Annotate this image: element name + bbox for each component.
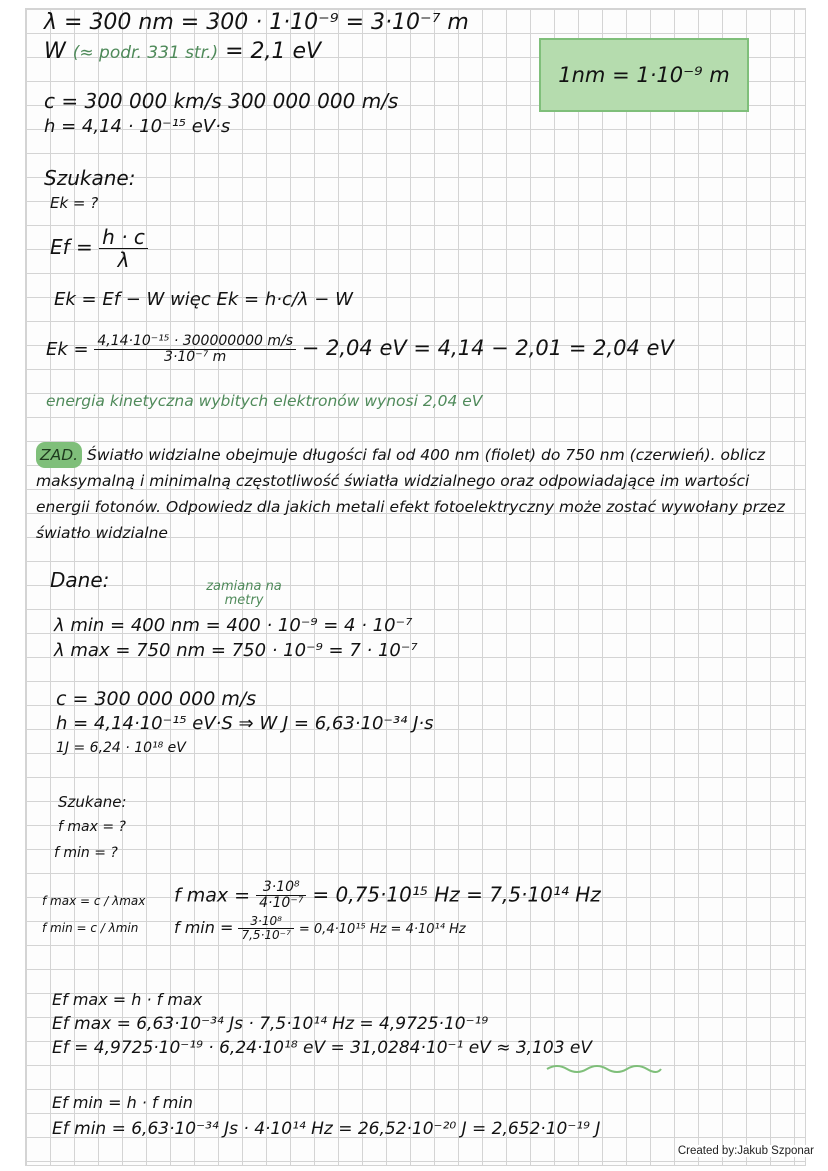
fmin-calculation <box>174 915 466 942</box>
joule-ev-line: 1J = 6,24 · 10¹⁸ eV <box>56 740 186 756</box>
fmax-result: = 0,75·10¹⁵ Hz = 7,5·10¹⁴ Hz <box>312 882 601 907</box>
ek-denominator: 3·10⁻⁷ m <box>164 349 227 366</box>
dane-heading: Dane: <box>50 568 110 592</box>
ek-calculation <box>46 334 674 366</box>
ef-lhs: Ef = <box>50 235 93 259</box>
ef-denominator: λ <box>117 248 130 272</box>
ek-numerator: 4,14·10⁻¹⁵ · 300000000 m/s <box>94 334 296 350</box>
ef-min-formula: Ef min = h · f min <box>52 1093 193 1112</box>
ek-result: − 2,04 eV = 4,14 − 2,01 = 2,04 eV <box>301 335 674 360</box>
fmax-unknown: f max = ? <box>58 819 126 835</box>
author-credit: Created by:Jakub Szponar <box>677 1145 814 1157</box>
fmax-calculation <box>174 880 601 912</box>
fmin-fraction <box>238 915 293 942</box>
fmin-definition: f min = c / λmin <box>42 921 139 935</box>
ek-relation: Ek = Ef − W więc Ek = h·c/λ − W <box>54 289 353 310</box>
work-function-symbol: W <box>44 39 66 64</box>
dane-h-line: h = 4,14·10⁻¹⁵ eV·S ⇒ W J = 6,63·10⁻³⁴ J·s <box>56 713 434 734</box>
fmax-lhs: f max = <box>174 884 251 907</box>
task-statement <box>36 442 796 546</box>
fmin-lhs: f min = <box>174 918 234 938</box>
conversion-note: zamiana na metry <box>206 579 282 608</box>
fmax-numerator: 3·10⁸ <box>256 880 306 896</box>
szukane-heading-1: Szukane: <box>44 166 136 190</box>
lambda-line: λ = 300 nm = 300 · 1·10⁻⁹ = 3·10⁻⁷ m <box>44 10 469 35</box>
ek-fraction <box>94 334 296 366</box>
ef-numerator: h · c <box>99 226 148 249</box>
ef-max-calculation: Ef max = 6,63·10⁻³⁴ Js · 7,5·10¹⁴ Hz = 4,9725·10⁻¹⁹ <box>52 1014 489 1034</box>
fmin-result: = 0,4·10¹⁵ Hz = 4·10¹⁴ Hz <box>298 922 466 938</box>
work-function-note: (≈ podr. 331 str.) <box>72 43 219 63</box>
ef-max-formula: Ef max = h · f max <box>52 990 203 1009</box>
fmax-definition: f max = c / λmax <box>42 894 146 908</box>
fmax-denominator: 4·10⁻⁷ <box>259 895 304 912</box>
nm-conversion-box: 1nm = 1·10⁻⁹ m <box>539 38 749 112</box>
work-function-line <box>44 41 321 63</box>
szukane-heading-2: Szukane: <box>58 793 127 811</box>
dane-c-line: c = 300 000 000 m/s <box>56 688 257 710</box>
ef-fraction <box>99 226 148 271</box>
ef-min-calculation: Ef min = 6,63·10⁻³⁴ Js · 4·10¹⁴ Hz = 26,52·10⁻²⁰ J = 2,652·10⁻¹⁹ J <box>52 1119 601 1139</box>
planck-constant-line: h = 4,14 · 10⁻¹⁵ eV·s <box>44 116 231 137</box>
fmax-fraction <box>256 880 306 912</box>
fmin-numerator: 3·10⁸ <box>238 915 293 929</box>
kinetic-energy-answer: energia kinetyczna wybitych elektronów wynosi 2,04 eV <box>46 392 483 410</box>
speed-of-light-line: c = 300 000 km/s 300 000 000 m/s <box>44 89 399 113</box>
fmin-unknown: f min = ? <box>54 845 118 861</box>
zad-badge: ZAD. <box>36 442 82 468</box>
ef-ev-calculation: Ef = 4,9725·10⁻¹⁹ · 6,24·10¹⁸ eV = 31,0284·10⁻¹ eV ≈ 3,103 eV <box>52 1038 592 1058</box>
lambda-max-line: λ max = 750 nm = 750 · 10⁻⁹ = 7 · 10⁻⁷ <box>54 640 418 661</box>
task-text: Światło widzialne obejmuje długości fal od 400 nm (fiolet) do 750 nm (czerwień). oblicz maksymalną i minimalną częstotliwość światła widzialnego oraz odpowiadające im wartości energii fotonów. Odpowiedz dla jakich metali efekt fotoelektryczny może zostać wywołany przez światło widzialne <box>36 446 785 542</box>
fmin-denominator: 7,5·10⁻⁷ <box>241 928 291 943</box>
underline-squiggle <box>545 1063 663 1075</box>
work-function-value: = 2,1 eV <box>225 39 322 64</box>
lambda-min-line: λ min = 400 nm = 400 · 10⁻⁹ = 4 · 10⁻⁷ <box>54 615 413 636</box>
ef-formula <box>50 226 148 271</box>
ek-lhs: Ek = <box>46 338 89 360</box>
ek-unknown: Ek = ? <box>50 194 99 212</box>
